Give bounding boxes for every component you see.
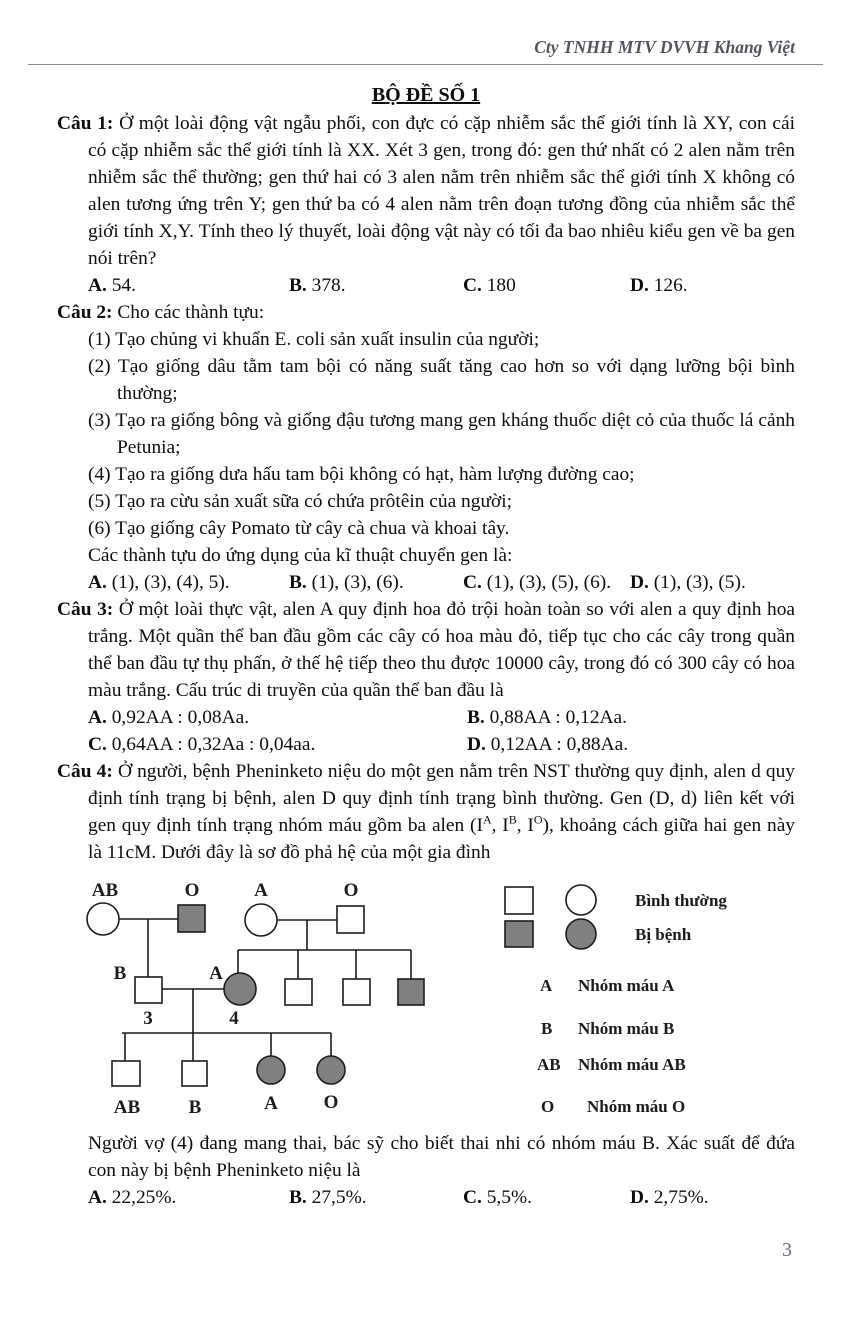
q1-answer-b: B. 378. [289, 275, 346, 296]
question-2-intro: Cho các thành tựu: [117, 302, 265, 323]
q3-answer-c: C. 0,64AA : 0,32Aa : 0,04aa. [88, 734, 316, 755]
q4-answer-c: C. 5,5%. [463, 1187, 532, 1208]
svg-text:4: 4 [229, 1008, 239, 1029]
q4-answer-b: B. 27,5%. [289, 1187, 367, 1208]
svg-text:O: O [541, 1097, 555, 1116]
svg-text:Bị bệnh: Bị bệnh [635, 925, 692, 944]
q3-answer-b: B. 0,88AA : 0,12Aa. [467, 707, 627, 728]
svg-text:3: 3 [143, 1008, 153, 1029]
question-4-answers [57, 1184, 795, 1211]
svg-text:B: B [113, 963, 127, 984]
question-1-body: Ở một loài động vật ngẫu phối, con đực có cặp nhiễm sắc thể giới tính là XY, con cái có cặp nhiễm sắc thể giới tính là XX. Xét 3 gen, trong đó: gen thứ nhất có 2 alen nằm trên nhiễm sắc thể thường; gen thứ hai có 3 alen nằm trên nhiễm sắc thể giới tính X không có alen tương ứng trên Y; gen thứ ba có 4 alen nằm trên đoạn tương đồng của nhiễm sắc thể giới tính X,Y. Tính theo lý thuyết, loài động vật này có tối đa bao nhiêu kiểu gen về ba gen nói trên? [88, 113, 795, 269]
svg-text:AB: AB [91, 880, 119, 901]
q1-answer-c: C. 180 [463, 275, 516, 296]
question-1-label: Câu 1: [57, 113, 114, 134]
svg-text:Nhóm máu A: Nhóm máu A [578, 976, 675, 995]
q2-item-5: (5) Tạo ra cừu sản xuất sữa có chứa prôtêin của người; [88, 491, 512, 512]
q1-answer-a: A. 54. [88, 275, 136, 296]
q2-answer-d: D. (1), (3), (5). [630, 572, 746, 593]
question-3-body: Ở một loài thực vật, alen A quy định hoa đỏ trội hoàn toàn so với alen a quy định hoa trắng. Một quần thể ban đầu gồm các cây có hoa màu đỏ, tiếp tục cho các cây trong quần thể ban đầu tự thụ phấn, ở thế hệ tiếp theo thu được 10000 cây, trong đó có 300 cây có hoa màu trắng. Cấu trúc di truyền của quần thể ban đầu là [88, 599, 795, 701]
question-2-label: Câu 2: [57, 302, 113, 323]
svg-text:A: A [540, 976, 553, 995]
svg-text:A: A [209, 963, 223, 984]
pedigree-svg [75, 876, 805, 1128]
svg-text:B: B [188, 1097, 202, 1118]
question-4-body: Ở người, bệnh Pheninketo niệu do một gen nằm trên NST thường quy định, alen d quy định tính trạng bị bệnh, alen D quy định tính trạng bình thường. Gen (D, d) liên kết với gen quy định tính trạng nhóm máu gồm ba alen ($I^A$, $I^B$, $I^O$), khoảng cách giữa hai gen này là 11cM. Dưới đây là sơ đồ phả hệ của một gia đình [88, 761, 796, 863]
question-2 [57, 299, 795, 326]
q2-item-4: (4) Tạo ra giống dưa hấu tam bội không có hạt, hàm lượng đường cao; [88, 464, 635, 485]
q2-item-1: (1) Tạo chủng vi khuẩn E. coli sản xuất insulin của người; [88, 329, 540, 350]
question-3-answers-row-2 [57, 731, 795, 758]
question-1 [57, 110, 795, 272]
svg-text:O: O [184, 880, 200, 901]
header-company-name: Cty TNHH MTV DVVH Khang Việt [534, 37, 795, 57]
q3-answer-a: A. 0,92AA : 0,08Aa. [88, 707, 250, 728]
question-1-answers [57, 272, 795, 299]
question-2-answers [57, 569, 795, 596]
q2-answer-a: A. (1), (3), (4), 5). [88, 572, 230, 593]
q4-answer-a: A. 22,25%. [88, 1187, 177, 1208]
q4-answer-d: D. 2,75%. [630, 1187, 709, 1208]
svg-text:A: A [254, 880, 268, 901]
pedigree-diagram [57, 866, 795, 1130]
question-3-label: Câu 3: [57, 599, 114, 620]
header-divider [28, 64, 823, 65]
question-4 [57, 758, 795, 866]
q2-item-2: (2) Tạo giống dâu tằm tam bội có năng suất tăng cao hơn so với dạng lưỡng bội bình thường; [88, 356, 795, 404]
svg-text:Nhóm máu B: Nhóm máu B [578, 1019, 675, 1038]
svg-text:AB: AB [113, 1097, 141, 1118]
svg-text:Nhóm máu AB: Nhóm máu AB [578, 1055, 686, 1074]
svg-text:Bình thường: Bình thường [635, 891, 727, 910]
q2-answer-b: B. (1), (3), (6). [289, 572, 404, 593]
question-3 [57, 596, 795, 704]
question-4-note: Người vợ (4) đang mang thai, bác sỹ cho biết thai nhi có nhóm máu B. Xác suất để đứa con này bị bệnh Pheninketo niệu là [88, 1133, 795, 1181]
svg-text:O: O [343, 880, 359, 901]
question-2-closing: Các thành tựu do ứng dụng của kĩ thuật chuyển gen là: [88, 545, 513, 566]
page-number: 3 [782, 1239, 792, 1261]
svg-text:A: A [264, 1093, 278, 1114]
page-content [57, 80, 795, 1211]
question-3-answers-row-1 [57, 704, 795, 731]
question-4-label: Câu 4: [57, 761, 113, 782]
q2-item-6: (6) Tạo giống cây Pomato từ cây cà chua và khoai tây. [88, 518, 510, 539]
svg-text:Nhóm máu O: Nhóm máu O [587, 1097, 686, 1116]
svg-text:O: O [323, 1092, 339, 1113]
q3-answer-d: D. 0,12AA : 0,88Aa. [467, 734, 629, 755]
q2-item-3: (3) Tạo ra giống bông và giống đậu tương mang gen kháng thuốc diệt cỏ của thuốc lá cảnh Petunia; [88, 410, 795, 458]
q2-answer-c: C. (1), (3), (5), (6). [463, 572, 612, 593]
svg-text:AB: AB [537, 1055, 561, 1074]
page-title: BỘ ĐỀ SỐ 1 [371, 84, 481, 106]
q1-answer-d: D. 126. [630, 275, 688, 296]
svg-text:B: B [541, 1019, 553, 1038]
